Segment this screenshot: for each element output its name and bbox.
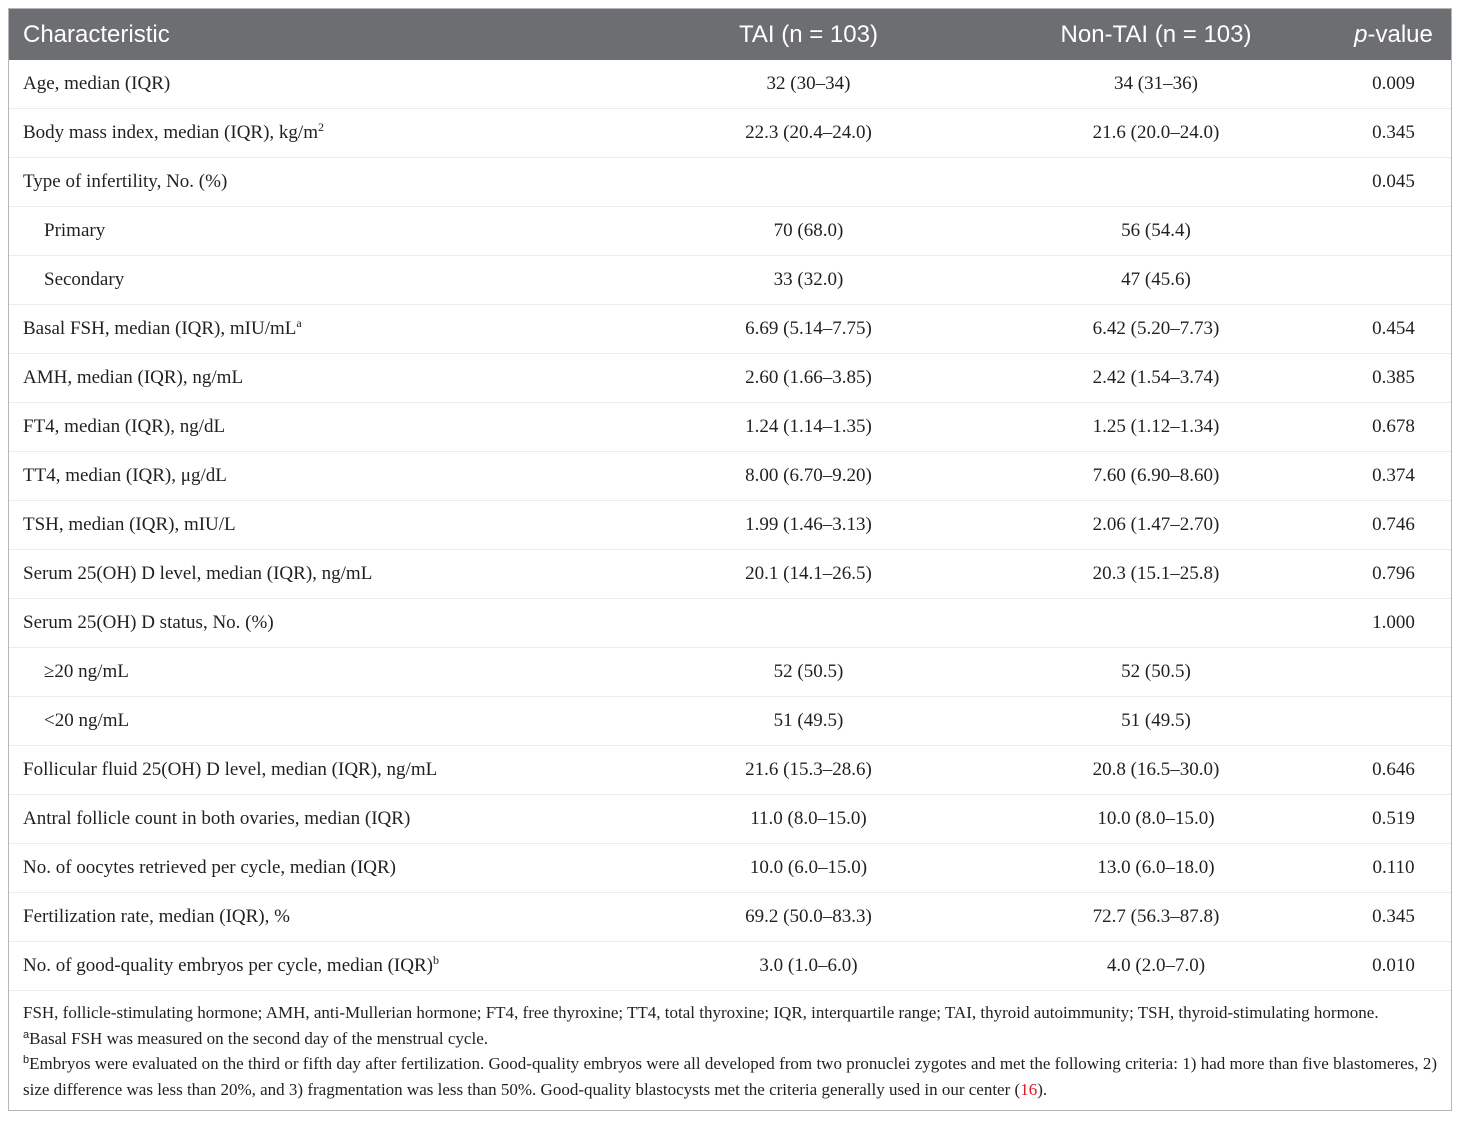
non-tai-value: 51 (49.5) xyxy=(1121,710,1191,731)
p-value: 0.010 xyxy=(1372,955,1415,976)
tai-value: 20.1 (14.1–26.5) xyxy=(745,563,872,584)
table-row xyxy=(9,207,1451,256)
non-tai-value: 56 (54.4) xyxy=(1121,220,1191,241)
row-label-text: Body mass index, median (IQR), kg/m xyxy=(23,122,318,143)
row-label xyxy=(9,955,641,977)
p-value: 0.110 xyxy=(1372,857,1415,878)
table-header-row xyxy=(9,9,1451,60)
footnote-mark: a xyxy=(23,1028,30,1041)
tai-value: 1.99 (1.46–3.13) xyxy=(745,514,872,535)
table-row xyxy=(9,501,1451,550)
tai-value: 33 (32.0) xyxy=(773,269,844,290)
tai-value: 3.0 (1.0–6.0) xyxy=(759,955,858,976)
tai-value: 8.00 (6.70–9.20) xyxy=(745,465,872,486)
superscript: b xyxy=(432,953,439,967)
abbreviations-note: FSH, follicle-stimulating hormone; AMH, anti-Mullerian hormone; FT4, free thyroxine; TT4, total thyroxine; IQR, interquartile range; TAI, thyroid autoimmunity; TSH, thyroid-stimulating hormone. xyxy=(23,1003,1379,1022)
reference-link[interactable]: 16 xyxy=(1020,1079,1038,1099)
row-label: Primary xyxy=(44,220,106,241)
tai-value: 70 (68.0) xyxy=(773,220,844,241)
non-tai-value: 21.6 (20.0–24.0) xyxy=(1092,122,1220,143)
p-value: 0.796 xyxy=(1372,563,1415,584)
non-tai-value: 10.0 (8.0–15.0) xyxy=(1097,808,1215,829)
p-value: 0.345 xyxy=(1372,122,1415,143)
p-value: 0.454 xyxy=(1372,318,1415,339)
p-value: 1.000 xyxy=(1372,612,1415,633)
row-label: TT4, median (IQR), μg/dL xyxy=(23,465,227,486)
non-tai-value: 2.42 (1.54–3.74) xyxy=(1092,367,1220,388)
non-tai-value: 6.42 (5.20–7.73) xyxy=(1092,318,1220,339)
superscript: a xyxy=(296,316,302,330)
table-row xyxy=(9,648,1451,697)
non-tai-value: 52 (50.5) xyxy=(1121,661,1191,682)
tai-value: 32 (30–34) xyxy=(766,73,851,94)
table-row xyxy=(9,844,1451,893)
table-row xyxy=(9,109,1451,158)
table-row xyxy=(9,305,1451,354)
table-row xyxy=(9,550,1451,599)
p-value: 0.519 xyxy=(1372,808,1415,829)
footnote-mark: b xyxy=(23,1054,30,1066)
row-label: Follicular fluid 25(OH) D level, median (IQR), ng/mL xyxy=(23,759,438,780)
p-value: 0.009 xyxy=(1372,73,1415,94)
p-value: 0.374 xyxy=(1372,465,1415,486)
p-value: 0.646 xyxy=(1372,759,1415,780)
table-footnotes xyxy=(9,991,1451,1110)
footnote-b xyxy=(23,1051,1437,1102)
row-label: Type of infertility, No. (%) xyxy=(23,171,228,192)
tai-value: 52 (50.5) xyxy=(773,661,844,682)
non-tai-value: 20.8 (16.5–30.0) xyxy=(1092,759,1220,780)
header-p-rest: -value xyxy=(1367,20,1433,48)
p-value: 0.385 xyxy=(1372,367,1415,388)
non-tai-value: 7.60 (6.90–8.60) xyxy=(1092,465,1220,486)
table-row xyxy=(9,158,1451,207)
header-non-tai: Non-TAI (n = 103) xyxy=(1060,20,1252,48)
non-tai-value: 20.3 (15.1–25.8) xyxy=(1092,563,1220,584)
table-row xyxy=(9,795,1451,844)
table-row xyxy=(9,354,1451,403)
row-label-text: No. of good-quality embryos per cycle, median (IQR) xyxy=(23,955,433,976)
table-row xyxy=(9,942,1451,991)
row-label: Serum 25(OH) D level, median (IQR), ng/mL xyxy=(23,563,373,584)
row-label-text: Basal FSH, median (IQR), mIU/mL xyxy=(23,318,297,339)
tai-value: 10.0 (6.0–15.0) xyxy=(749,857,868,878)
non-tai-value: 2.06 (1.47–2.70) xyxy=(1092,514,1220,535)
tai-value: 22.3 (20.4–24.0) xyxy=(745,122,872,143)
row-label: Serum 25(OH) D status, No. (%) xyxy=(23,612,274,633)
row-label: Fertilization rate, median (IQR), % xyxy=(23,906,290,927)
footnote-text-end: ). xyxy=(1037,1079,1048,1099)
tai-value: 51 (49.5) xyxy=(773,710,844,731)
p-value: 0.345 xyxy=(1372,906,1415,927)
p-value: 0.045 xyxy=(1372,171,1415,192)
footnote-text: Embryos were evaluated on the third or fifth day after fertilization. Good-quality embryos were all developed from two pronuclei zygotes and met the following criteria: 1) had more than five blastomeres, 2) size difference was less than 20%, and 3) fragmentation was less than 50%. Good-quality blastocysts met the criteria generally used in our center ( xyxy=(23,1054,1437,1099)
superscript: 2 xyxy=(318,120,324,134)
table-row xyxy=(9,697,1451,746)
row-label: No. of oocytes retrieved per cycle, median (IQR) xyxy=(23,857,396,878)
table-row xyxy=(9,599,1451,648)
non-tai-value: 1.25 (1.12–1.34) xyxy=(1092,416,1220,437)
p-value: 0.746 xyxy=(1372,514,1415,535)
header-p-italic: p xyxy=(1354,20,1368,48)
row-label: TSH, median (IQR), mIU/L xyxy=(23,514,236,535)
table-row xyxy=(9,452,1451,501)
row-label xyxy=(9,122,641,144)
non-tai-value: 47 (45.6) xyxy=(1121,269,1191,290)
tai-value: 6.69 (5.14–7.75) xyxy=(745,318,872,339)
header-characteristic: Characteristic xyxy=(23,20,170,48)
table-row xyxy=(9,746,1451,795)
tai-value: 2.60 (1.66–3.85) xyxy=(745,367,872,388)
non-tai-value: 34 (31–36) xyxy=(1114,73,1198,94)
table-row xyxy=(9,403,1451,452)
row-label: Age, median (IQR) xyxy=(23,73,171,94)
tai-value: 11.0 (8.0–15.0) xyxy=(750,808,867,829)
row-label: <20 ng/mL xyxy=(44,710,130,731)
table-row xyxy=(9,893,1451,942)
row-label: Antral follicle count in both ovaries, median (IQR) xyxy=(23,808,411,829)
footnote-a xyxy=(23,1026,1437,1052)
table-row xyxy=(9,60,1451,109)
baseline-characteristics-table xyxy=(8,8,1452,1111)
non-tai-value: 4.0 (2.0–7.0) xyxy=(1106,955,1206,976)
p-value: 0.678 xyxy=(1372,416,1415,437)
row-label: FT4, median (IQR), ng/dL xyxy=(23,416,226,437)
tai-value: 21.6 (15.3–28.6) xyxy=(745,759,872,780)
tai-value: 69.2 (50.0–83.3) xyxy=(745,906,872,927)
header-p-value xyxy=(1336,21,1451,49)
row-label: Secondary xyxy=(44,269,125,290)
tai-value: 1.24 (1.14–1.35) xyxy=(745,416,872,437)
table-row xyxy=(9,256,1451,305)
header-tai: TAI (n = 103) xyxy=(739,20,878,48)
row-label: ≥20 ng/mL xyxy=(44,661,129,682)
non-tai-value: 13.0 (6.0–18.0) xyxy=(1097,857,1215,878)
row-label xyxy=(9,318,641,340)
row-label: AMH, median (IQR), ng/mL xyxy=(23,367,244,388)
non-tai-value: 72.7 (56.3–87.8) xyxy=(1092,906,1220,927)
footnote-text: Basal FSH was measured on the second day of the menstrual cycle. xyxy=(29,1028,489,1048)
